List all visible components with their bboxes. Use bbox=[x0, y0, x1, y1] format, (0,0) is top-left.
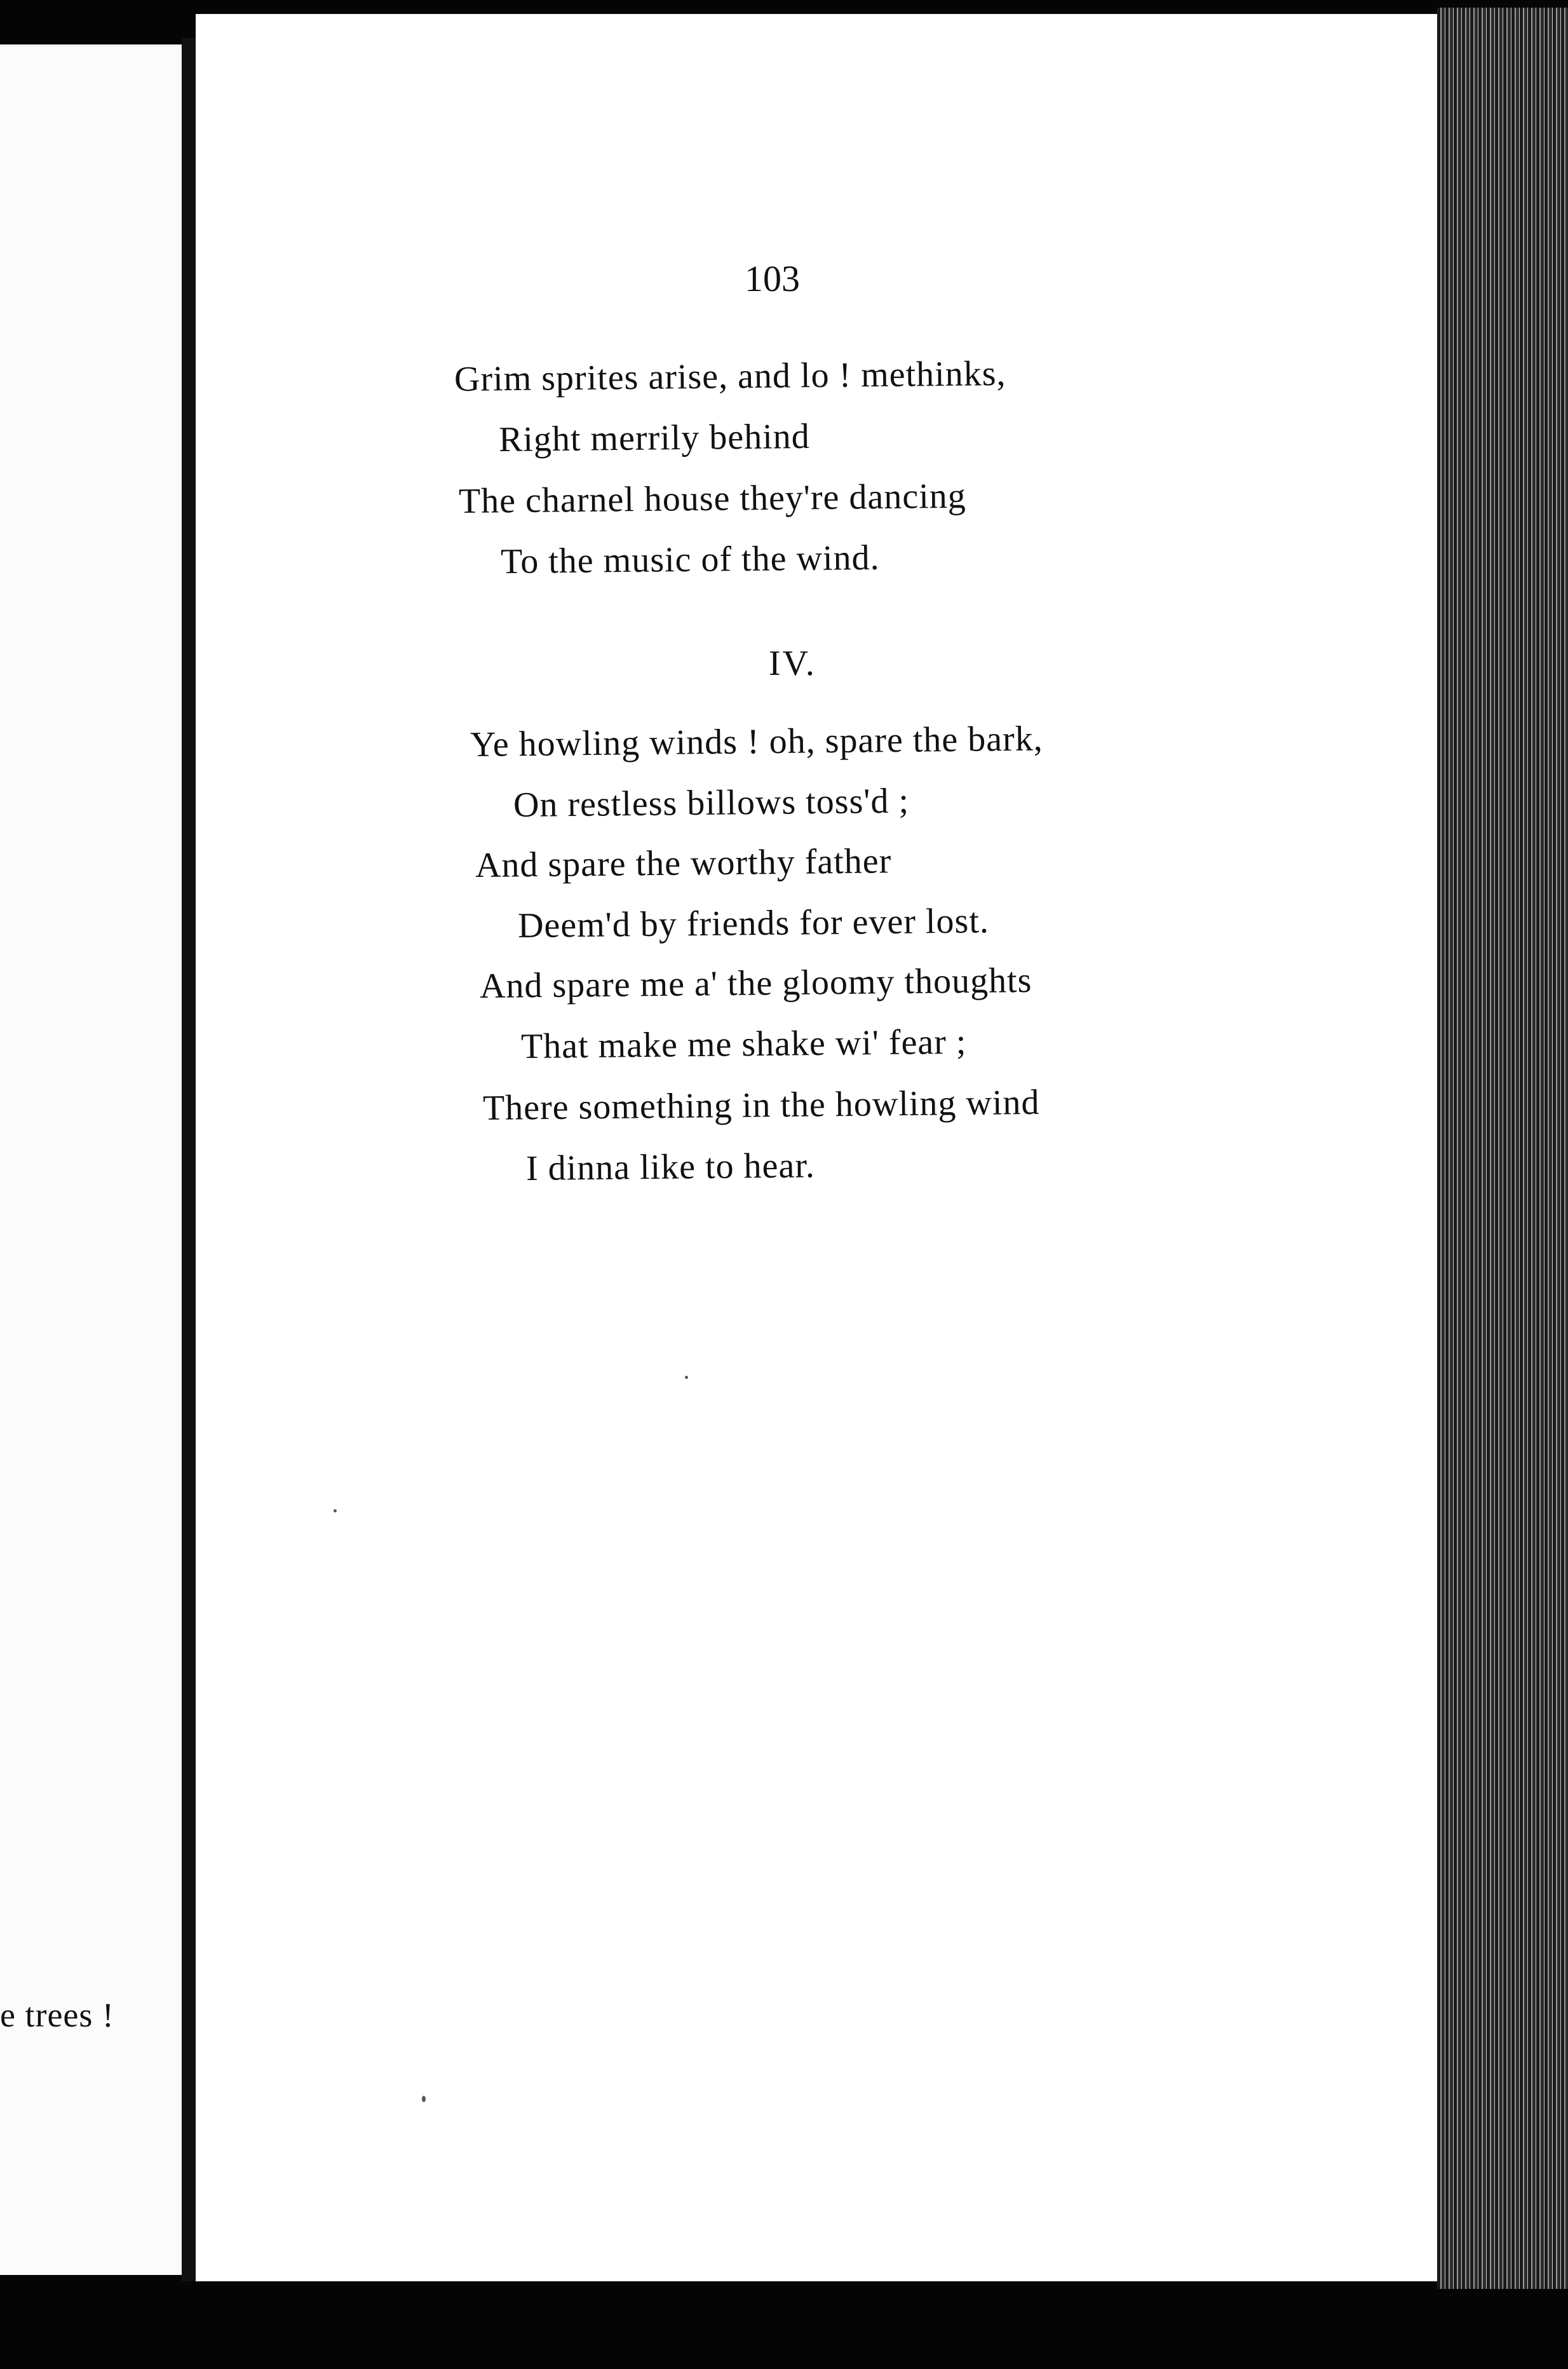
verse-line: That make me shake wi' fear ; bbox=[520, 1022, 967, 1066]
verse-line: And spare me a' the gloomy thoughts bbox=[479, 960, 1032, 1006]
verse-line: On restless billows toss'd ; bbox=[513, 781, 910, 825]
verse-line: Deem'd by friends for ever lost. bbox=[517, 901, 990, 946]
verse-line: I dinna like to hear. bbox=[525, 1146, 816, 1188]
previous-page bbox=[0, 44, 184, 2275]
verse-line: Grim sprites arise, and lo ! methinks, bbox=[454, 353, 1006, 399]
previous-page-text-fragment: e trees ! bbox=[0, 1996, 114, 2034]
book-fore-edge bbox=[1437, 8, 1568, 2289]
scan-speck bbox=[685, 1376, 688, 1379]
verse-line: Right merrily behind bbox=[498, 416, 811, 459]
verse-line: And spare the worthy father bbox=[475, 841, 892, 885]
verse-line: The charnel house they're dancing bbox=[458, 476, 967, 521]
page-number: 103 bbox=[745, 258, 800, 299]
scan-speck bbox=[422, 2096, 426, 2102]
verse-line: There something in the howling wind bbox=[482, 1082, 1040, 1128]
scan-speck bbox=[334, 1509, 337, 1512]
binding-gutter bbox=[182, 38, 196, 2281]
stanza-numeral: IV. bbox=[769, 644, 816, 683]
verse-line: To the music of the wind. bbox=[500, 538, 880, 581]
current-page bbox=[196, 14, 1441, 2281]
verse-line: Ye howling winds ! oh, spare the bark, bbox=[470, 719, 1044, 764]
